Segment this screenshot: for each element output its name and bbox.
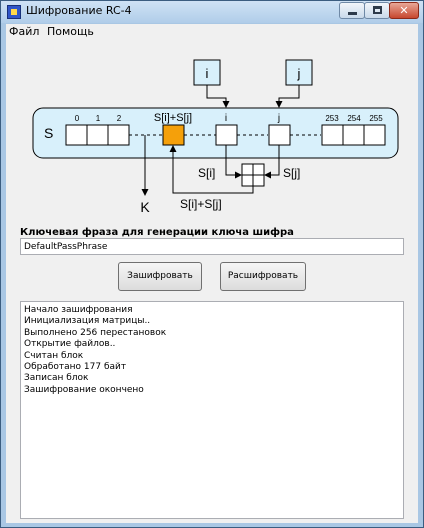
- rc4-diagram: [6, 40, 418, 220]
- sum-label: S[i]+S[j]: [180, 197, 222, 211]
- s-cell-253: [322, 125, 343, 145]
- s-cell-255: [364, 125, 385, 145]
- encrypt-button[interactable]: Зашифровать: [118, 262, 202, 291]
- s-cell-0: [66, 125, 87, 145]
- si-label: S[i]: [198, 166, 216, 180]
- key-phrase-heading: Ключевая фраза для генерации ключа шифра: [20, 227, 294, 238]
- app-icon: [7, 5, 21, 19]
- minimize-button[interactable]: [339, 2, 365, 19]
- close-button[interactable]: [389, 2, 419, 19]
- index-2: 2: [116, 114, 122, 123]
- window-title: Шифрование RC-4: [26, 4, 132, 17]
- index-0: 0: [74, 114, 80, 123]
- index-1: 1: [95, 114, 101, 123]
- j-arrow: [279, 85, 299, 107]
- log-line: Считан блок: [24, 350, 84, 361]
- s-cell-j: [269, 125, 290, 145]
- client-area: [6, 40, 418, 523]
- title-bar[interactable]: [1, 1, 423, 23]
- log-line: Начало зашифрования: [24, 305, 133, 315]
- box-j-label: j: [297, 66, 301, 81]
- log-line: Выполнено 256 перестановок: [24, 327, 167, 338]
- i-index-label: i: [224, 113, 228, 124]
- k-label: K: [140, 199, 150, 215]
- s-cell-1: [87, 125, 108, 145]
- index-254: 254: [347, 114, 361, 123]
- close-icon: ✕: [399, 4, 409, 17]
- s-cell-2: [108, 125, 129, 145]
- log-line: Записан блок: [24, 373, 89, 384]
- sum-index-label: S[i]+S[j]: [153, 112, 193, 124]
- sj-label: S[j]: [283, 166, 301, 180]
- maximize-button[interactable]: [364, 2, 390, 19]
- key-phrase-input[interactable]: [20, 238, 404, 255]
- log-line: Обработано 177 байт: [24, 362, 127, 373]
- box-i-label: i: [205, 66, 209, 81]
- s-cell-i: [216, 125, 237, 145]
- log-line: Зашифрование окончено: [24, 384, 144, 395]
- index-253: 253: [325, 114, 339, 123]
- array-label: S: [44, 125, 54, 141]
- index-255: 255: [369, 114, 383, 123]
- decrypt-button[interactable]: Расшифровать: [220, 262, 306, 291]
- s-cell-sum-highlighted: [163, 125, 184, 145]
- log-line: Открытие файлов..: [24, 339, 116, 350]
- menu-bar: [6, 24, 418, 40]
- menu-file[interactable]: Файл: [9, 25, 40, 38]
- maximize-icon: [373, 6, 382, 14]
- log-textarea[interactable]: [20, 301, 404, 519]
- s-cell-254: [343, 125, 364, 145]
- menu-help[interactable]: Помощь: [47, 25, 94, 38]
- minimize-icon: [348, 12, 357, 15]
- i-arrow: [207, 85, 226, 107]
- j-index-label: j: [277, 113, 281, 124]
- log-line: Инициализация матрицы..: [24, 316, 151, 327]
